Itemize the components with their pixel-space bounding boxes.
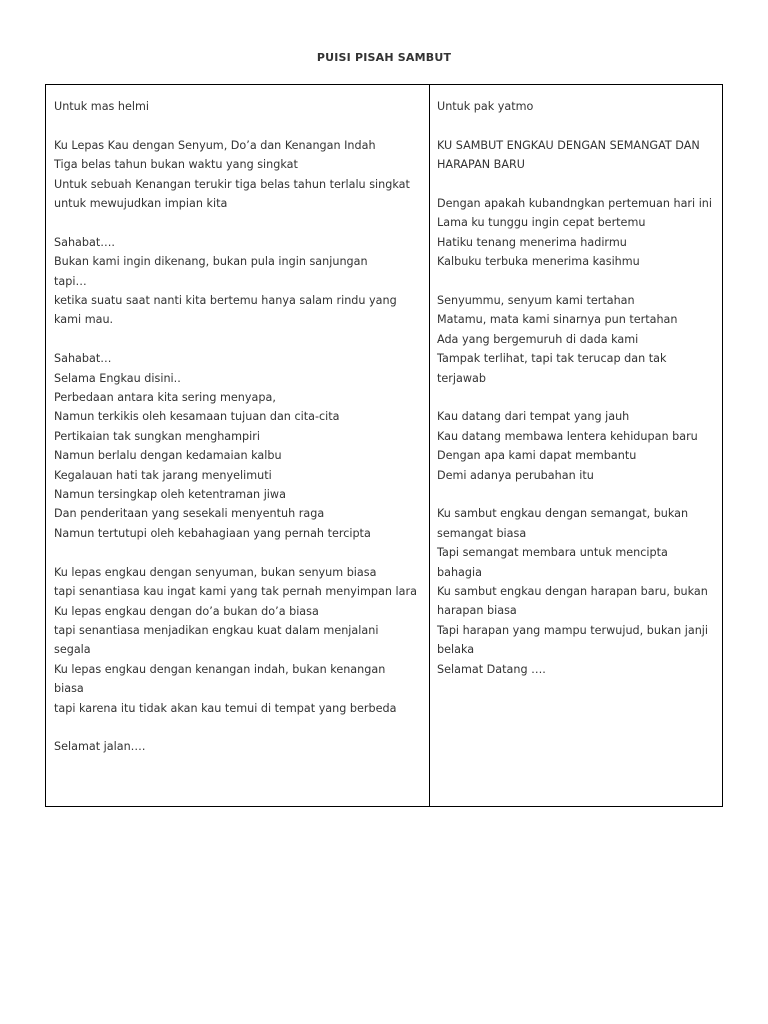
poem-line: tapi… — [54, 274, 87, 288]
poem-line: Matamu, mata kami sinarnya pun tertahan — [437, 313, 678, 327]
poem-line: Ku Lepas Kau dengan Senyum, Do’a dan Kenangan Indah — [54, 138, 376, 152]
poem-line: Sahabat…. — [54, 235, 115, 249]
poem-line — [437, 388, 718, 407]
poem-line: Kalbuku terbuka menerima kasihmu — [437, 255, 640, 269]
poem-line: Ada yang bergemuruh di dada kami — [437, 332, 639, 346]
poem-line: segala — [54, 643, 91, 657]
poem-line: Bukan kami ingin dikenang, bukan pula ingin sanjungan — [54, 255, 368, 269]
poem-line: ketika suatu saat nanti kita bertemu hanya salam rindu yang — [54, 294, 397, 308]
poem-line — [54, 718, 425, 737]
document-title: PUISI PISAH SAMBUT — [316, 51, 452, 64]
poem-line: Namun tertutupi oleh kebahagiaan yang pernah tercipta — [54, 526, 371, 540]
poem-line: Hatiku tenang menerima hadirmu — [437, 235, 627, 249]
poem-line: Selamat jalan…. — [54, 740, 146, 754]
farewell-poem-column — [46, 85, 430, 806]
poem-line: Kau datang dari tempat yang jauh — [437, 410, 630, 424]
poem-line — [54, 330, 425, 349]
poem-line: tapi senantiasa menjadikan engkau kuat dalam menjalani — [54, 623, 379, 637]
poem-line: Dan penderitaan yang sesekali menyentuh raga — [54, 507, 325, 521]
poem-line: Sahabat… — [54, 352, 112, 366]
poem-line: Dengan apakah kubandngkan pertemuan hari ini — [437, 197, 712, 210]
poem-line: Ku sambut engkau dengan harapan baru, bukan — [437, 585, 708, 599]
poem-line: Dengan apa kami dapat membantu — [437, 449, 637, 463]
poem-line: Kau datang membawa lentera kehidupan baru — [437, 429, 698, 443]
poem-line: KU SAMBUT ENGKAU DENGAN SEMANGAT DAN — [437, 138, 700, 152]
poem-line: Namun berlalu dengan kedamaian kalbu — [54, 449, 282, 463]
poem-line: Ku lepas engkau dengan kenangan indah, bukan kenangan — [54, 662, 386, 676]
poem-line: HARAPAN BARU — [437, 158, 525, 172]
poem-line: tapi karena itu tidak akan kau temui di tempat yang berbeda — [54, 701, 397, 715]
poem-line: Namun terkikis oleh kesamaan tujuan dan cita-cita — [54, 410, 340, 424]
poem-line: Untuk sebuah Kenangan terukir tiga belas tahun terlalu singkat — [54, 177, 410, 191]
poem-line: biasa — [54, 682, 84, 696]
poem-line — [437, 485, 718, 504]
poem-line: Ku sambut engkau dengan semangat, bukan — [437, 507, 689, 521]
poem-line: Namun tersingkap oleh ketentraman jiwa — [54, 488, 286, 502]
poem-line — [437, 116, 718, 135]
poem-line: Perbedaan antara kita sering menyapa, — [54, 391, 276, 405]
poem-line: Senyummu, senyum kami tertahan — [437, 294, 635, 308]
poem-line: Tampak terlihat, tapi tak terucap dan tak — [437, 352, 667, 366]
poem-line: Tiga belas tahun bukan waktu yang singkat — [54, 158, 298, 172]
poem-line: Lama ku tunggu ingin cepat bertemu — [437, 216, 646, 230]
poem-line — [437, 175, 718, 194]
poem-line: kami mau. — [54, 313, 114, 327]
poem-line: Selama Engkau disini.. — [54, 371, 181, 385]
poem-line: Ku lepas engkau dengan senyuman, bukan senyum biasa — [54, 565, 377, 579]
poem-line: Untuk pak yatmo — [437, 100, 534, 113]
poem-line — [54, 543, 425, 562]
poem-line: Ku lepas engkau dengan do’a bukan do’a biasa — [54, 604, 319, 618]
welcome-poem-column — [430, 85, 722, 806]
poem-line: tapi senantiasa kau ingat kami yang tak pernah menyimpan lara — [54, 585, 417, 599]
poem-table — [45, 84, 723, 807]
poem-line — [437, 272, 718, 291]
poem-line — [54, 116, 425, 135]
poem-line: Kegalauan hati tak jarang menyelimuti — [54, 468, 272, 482]
poem-line: Demi adanya perubahan itu — [437, 468, 594, 482]
poem-line: untuk mewujudkan impian kita — [54, 197, 228, 211]
poem-line: bahagia — [437, 565, 482, 579]
poem-line — [54, 213, 425, 232]
poem-line: belaka — [437, 643, 475, 657]
poem-line: Untuk mas helmi — [54, 100, 150, 113]
poem-line: Tapi harapan yang mampu terwujud, bukan janji — [437, 623, 708, 637]
poem-line: Selamat Datang …. — [437, 662, 546, 676]
poem-line: terjawab — [437, 371, 486, 385]
poem-line: semangat biasa — [437, 526, 527, 540]
poem-line: Tapi semangat membara untuk mencipta — [437, 546, 668, 560]
poem-line: Pertikaian tak sungkan menghampiri — [54, 429, 260, 443]
poem-line: harapan biasa — [437, 604, 517, 618]
